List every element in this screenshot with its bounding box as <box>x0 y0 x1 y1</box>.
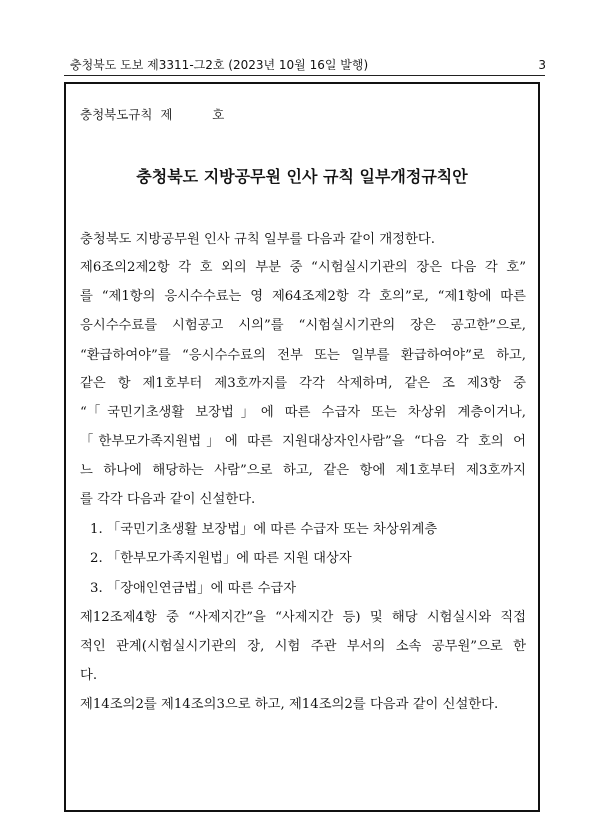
document-title: 충청북도 지방공무원 인사 규칙 일부개정규칙안 <box>136 167 468 186</box>
header-rule <box>64 75 545 76</box>
body-line: 다. <box>80 668 98 683</box>
page-number: 3 <box>538 58 546 72</box>
body-line: 제12조제4항 중 “사제지간”을 “사제지간 등) 및 해당 시험실시와 직접 <box>80 610 526 625</box>
gazette-issue: 충청북도 도보 제3311-그2호 (2023년 10월 16일 발행) <box>70 58 369 72</box>
body-line: “환급하여야”를 “응시수수료의 전부 또는 일부를 환급하여야”로 하고, <box>80 348 526 363</box>
body-line: 적인 관계(시험실시기관의 장, 시험 주관 부서의 소속 공무원”으로 한 <box>80 639 526 654</box>
body-line: 제14조의2를 제14조의3으로 하고, 제14조의2를 다음과 같이 신설한다. <box>80 697 499 712</box>
body-line: 를 각각 다음과 같이 신설한다. <box>80 492 256 507</box>
body-line: 제6조의2제2항 각 호 외의 부분 중 “시험실시기관의 장은 다음 각 호” <box>80 260 526 275</box>
list-item: 2. 「한부모가족지원법」에 따른 지원 대상자 <box>90 551 352 566</box>
body-line: 같은 항 제1호부터 제3호까지를 각각 삭제하며, 같은 조 제3항 중 <box>80 376 526 391</box>
rule-number: 충청북도규칙 제 호 <box>80 107 225 122</box>
list-item: 3. 「장애인연금법」에 따른 수급자 <box>90 581 297 596</box>
body-line: 충청북도 지방공무원 인사 규칙 일부를 다음과 같이 개정한다. <box>80 232 435 247</box>
body-line: 느 하나에 해당하는 사람”으로 하고, 같은 항에 제1호부터 제3호까지 <box>80 463 526 478</box>
body-line: 「한부모가족지원법」에 따른 지원대상자인사람”을 “다음 각 호의 어 <box>80 434 526 449</box>
body-line: “「국민기초생활 보장법」에 따른 수급자 또는 차상위 계층이거나, <box>80 405 526 420</box>
running-header <box>70 57 546 73</box>
body-line: 를 “제1항의 응시수수료는 영 제64조제2항 각 호의”로, “제1항에 따른 <box>80 289 526 304</box>
list-item: 1. 「국민기초생활 보장법」에 따른 수급자 또는 차상위계층 <box>90 522 438 537</box>
body-line: 응시수수료를 시험공고 시의”를 “시험실시기관의 장은 공고한”으로, <box>80 318 526 333</box>
